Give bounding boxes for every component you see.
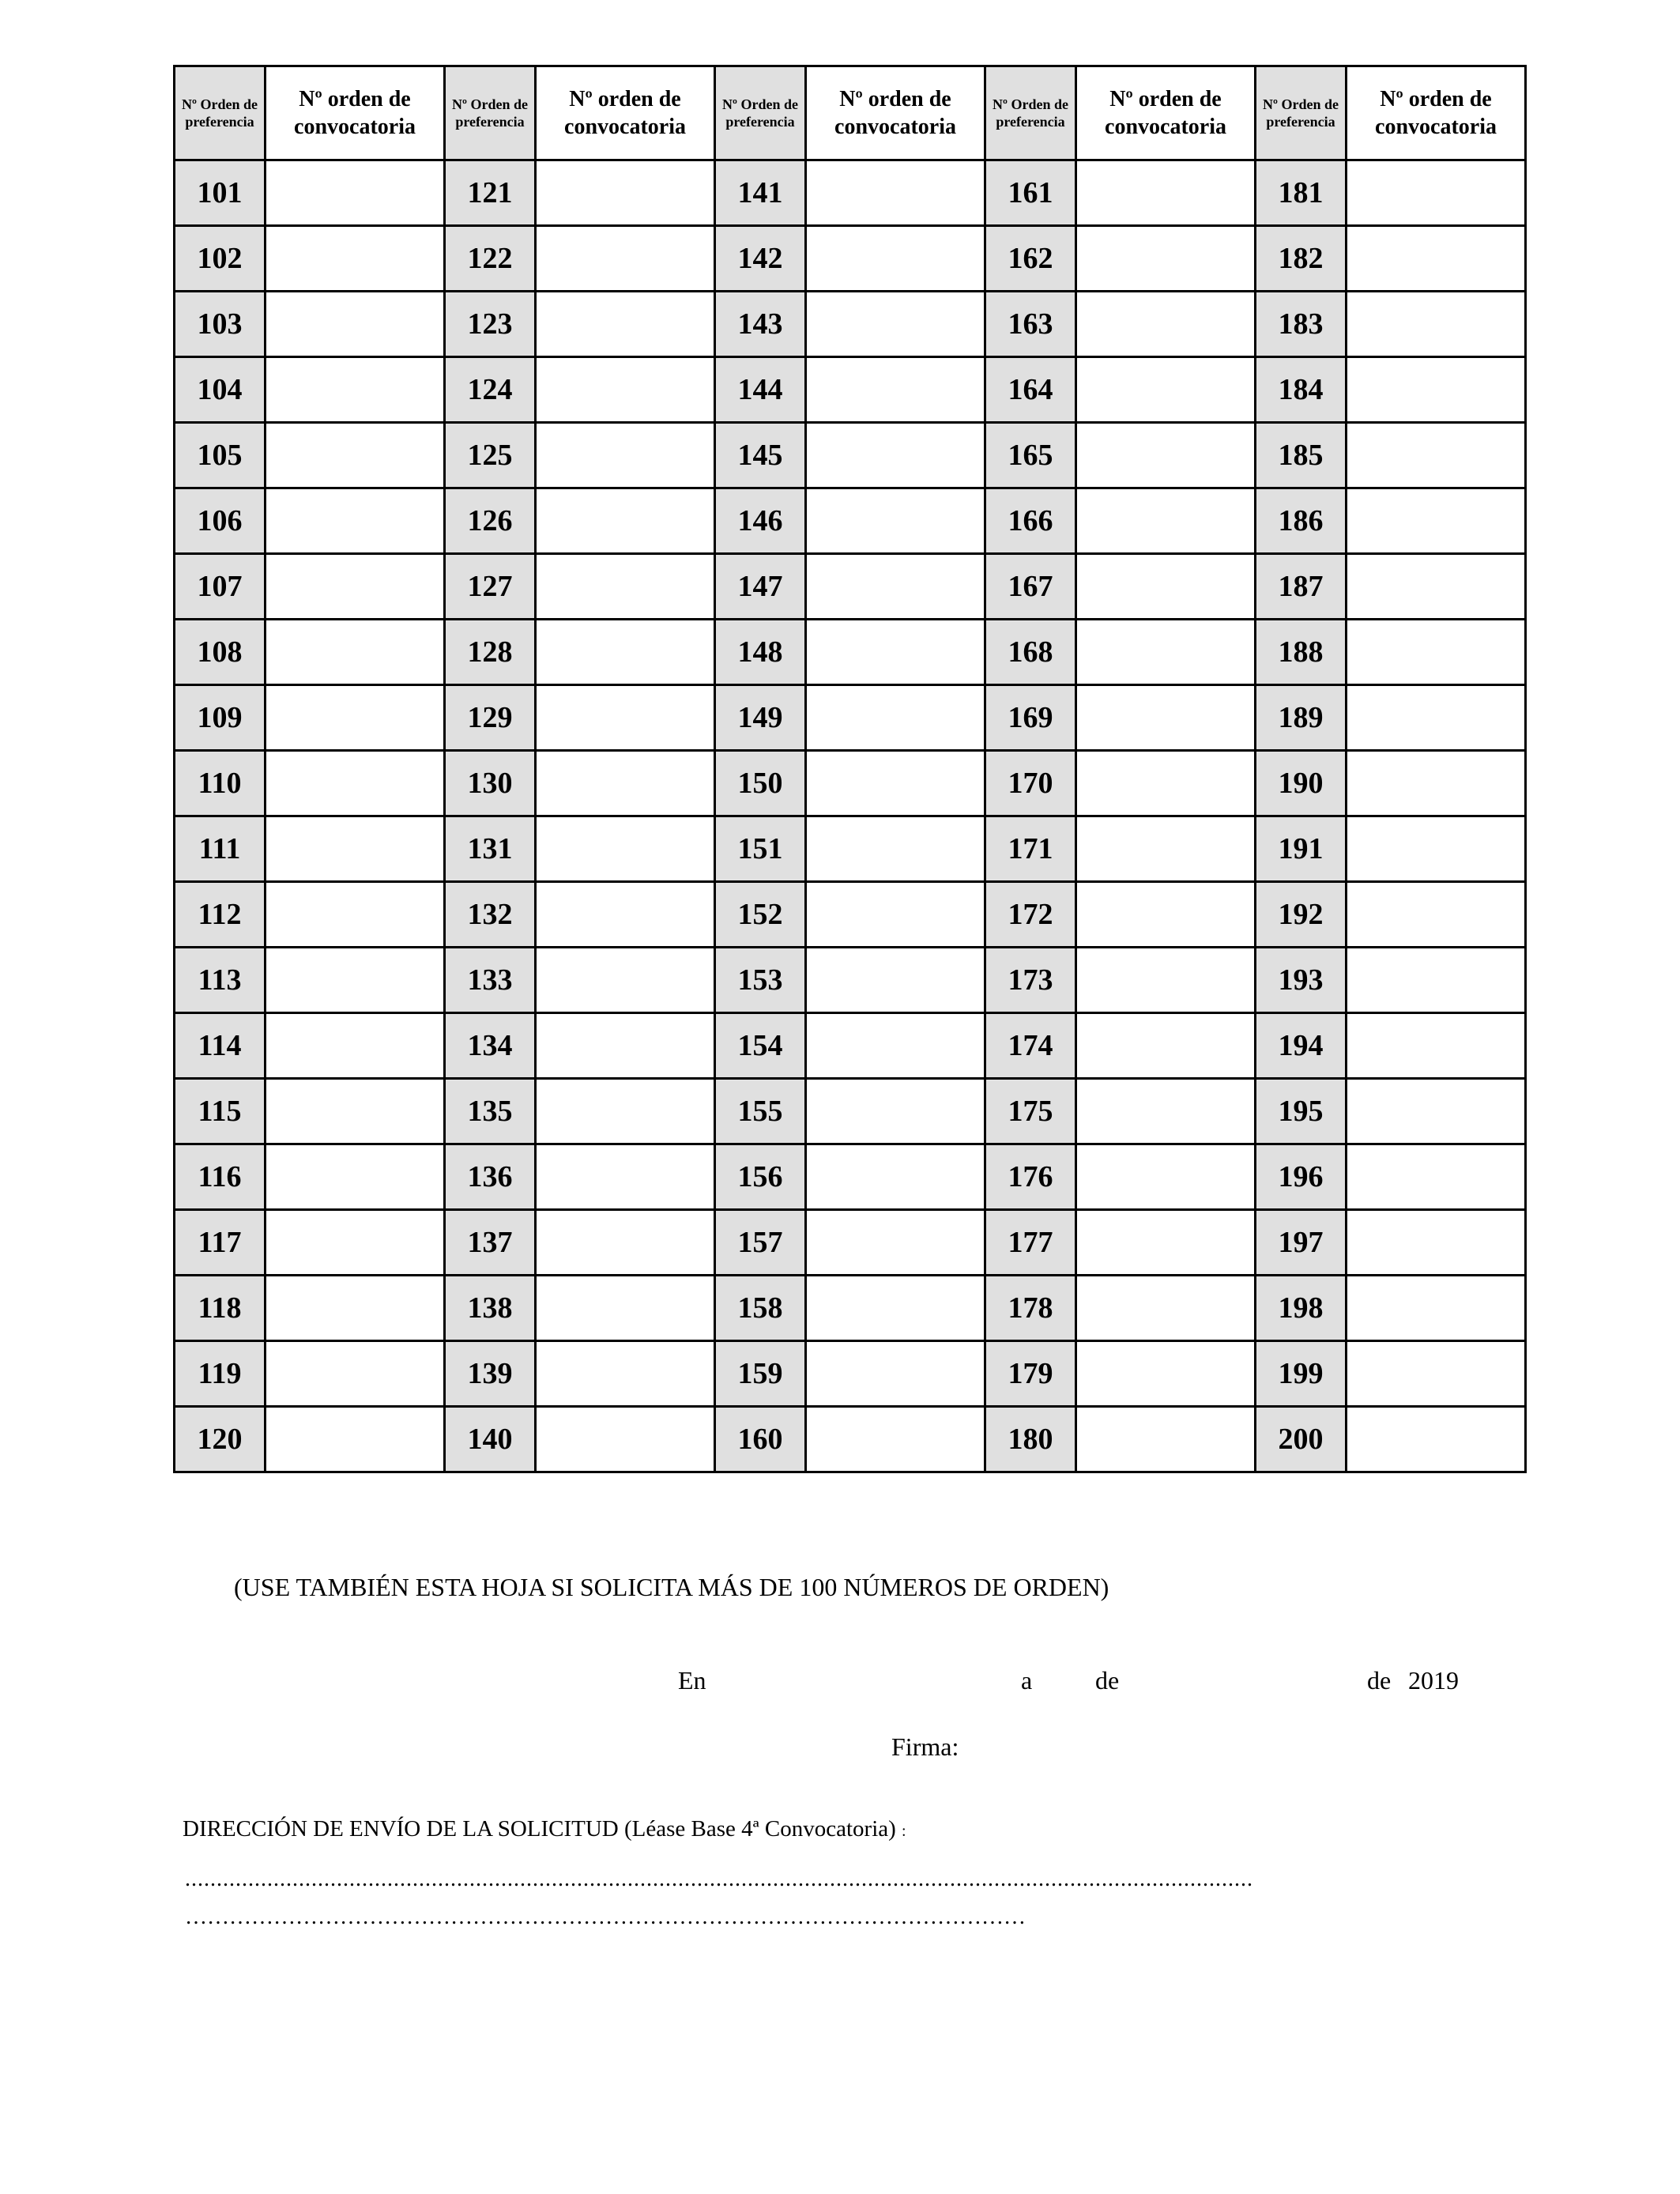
- preference-number-cell: 128: [445, 620, 536, 685]
- preference-number-cell: 118: [175, 1276, 266, 1341]
- date-a-label: a: [1021, 1666, 1033, 1695]
- preference-number-cell: 126: [445, 488, 536, 554]
- preference-number-cell: 111: [175, 816, 266, 882]
- preference-number-cell: 130: [445, 751, 536, 816]
- convocatoria-entry-cell[interactable]: [536, 554, 715, 620]
- convocatoria-entry-cell[interactable]: [1347, 488, 1526, 554]
- address-line-2: ……………………………………………………………………………………………………: [185, 1905, 1026, 1929]
- convocatoria-entry-cell[interactable]: [1347, 882, 1526, 948]
- header-preference-1: Nº Orden de preferencia: [175, 66, 266, 160]
- convocatoria-entry-cell[interactable]: [1076, 554, 1256, 620]
- convocatoria-entry-cell[interactable]: [1347, 948, 1526, 1013]
- table-row: [175, 882, 1526, 948]
- table-header-row: [175, 66, 1526, 160]
- preference-number-cell: 155: [715, 1079, 806, 1144]
- convocatoria-entry-cell[interactable]: [266, 1144, 445, 1210]
- preference-number-cell: 141: [715, 160, 806, 226]
- convocatoria-entry-cell[interactable]: [806, 1210, 985, 1276]
- convocatoria-entry-cell[interactable]: [1076, 160, 1256, 226]
- convocatoria-entry-cell[interactable]: [536, 292, 715, 357]
- convocatoria-entry-cell[interactable]: [806, 1079, 985, 1144]
- convocatoria-entry-cell[interactable]: [806, 226, 985, 292]
- preference-table: [173, 65, 1527, 1473]
- convocatoria-entry-cell[interactable]: [806, 1341, 985, 1407]
- table-row: [175, 685, 1526, 751]
- convocatoria-entry-cell[interactable]: [266, 1210, 445, 1276]
- convocatoria-entry-cell[interactable]: [266, 357, 445, 423]
- address-label-text: DIRECCIÓN DE ENVÍO DE LA SOLICITUD (Léase Base 4ª Convocatoria): [183, 1816, 896, 1842]
- convocatoria-entry-cell[interactable]: [1076, 1210, 1256, 1276]
- address-line-1: .........................................................................................................................................................................: [185, 1867, 1253, 1891]
- preference-number-cell: 190: [1256, 751, 1347, 816]
- convocatoria-entry-cell[interactable]: [806, 160, 985, 226]
- preference-number-cell: 177: [985, 1210, 1076, 1276]
- preference-number-cell: 183: [1256, 292, 1347, 357]
- preference-number-cell: 142: [715, 226, 806, 292]
- table-row: [175, 620, 1526, 685]
- preference-number-cell: 116: [175, 1144, 266, 1210]
- header-convocatoria-3: Nº orden de convocatoria: [806, 66, 985, 160]
- convocatoria-entry-cell[interactable]: [536, 948, 715, 1013]
- preference-number-cell: 151: [715, 816, 806, 882]
- preference-number-cell: 148: [715, 620, 806, 685]
- preference-number-cell: 176: [985, 1144, 1076, 1210]
- preference-number-cell: 127: [445, 554, 536, 620]
- header-convocatoria-1: Nº orden de convocatoria: [266, 66, 445, 160]
- convocatoria-entry-cell[interactable]: [266, 488, 445, 554]
- preference-number-cell: 147: [715, 554, 806, 620]
- convocatoria-entry-cell[interactable]: [1347, 1341, 1526, 1407]
- convocatoria-entry-cell[interactable]: [536, 226, 715, 292]
- preference-number-cell: 166: [985, 488, 1076, 554]
- convocatoria-entry-cell[interactable]: [266, 1341, 445, 1407]
- convocatoria-entry-cell[interactable]: [1076, 1341, 1256, 1407]
- preference-number-cell: 163: [985, 292, 1076, 357]
- convocatoria-entry-cell[interactable]: [536, 685, 715, 751]
- preference-number-cell: 150: [715, 751, 806, 816]
- convocatoria-entry-cell[interactable]: [1076, 292, 1256, 357]
- convocatoria-entry-cell[interactable]: [1076, 357, 1256, 423]
- table-row: [175, 816, 1526, 882]
- preference-number-cell: 105: [175, 423, 266, 488]
- preference-number-cell: 165: [985, 423, 1076, 488]
- convocatoria-entry-cell[interactable]: [266, 1079, 445, 1144]
- preference-number-cell: 179: [985, 1341, 1076, 1407]
- convocatoria-entry-cell[interactable]: [806, 488, 985, 554]
- preference-number-cell: 186: [1256, 488, 1347, 554]
- preference-number-cell: 106: [175, 488, 266, 554]
- convocatoria-entry-cell[interactable]: [266, 1013, 445, 1079]
- preference-number-cell: 173: [985, 948, 1076, 1013]
- convocatoria-entry-cell[interactable]: [1076, 685, 1256, 751]
- convocatoria-entry-cell[interactable]: [1076, 948, 1256, 1013]
- preference-number-cell: 168: [985, 620, 1076, 685]
- address-label-colon: :: [902, 1823, 906, 1840]
- preference-number-cell: 167: [985, 554, 1076, 620]
- convocatoria-entry-cell[interactable]: [806, 423, 985, 488]
- preference-number-cell: 193: [1256, 948, 1347, 1013]
- convocatoria-entry-cell[interactable]: [266, 554, 445, 620]
- preference-number-cell: 137: [445, 1210, 536, 1276]
- preference-number-cell: 152: [715, 882, 806, 948]
- preference-number-cell: 119: [175, 1341, 266, 1407]
- convocatoria-entry-cell[interactable]: [266, 816, 445, 882]
- convocatoria-entry-cell[interactable]: [1347, 292, 1526, 357]
- convocatoria-entry-cell[interactable]: [266, 226, 445, 292]
- convocatoria-entry-cell[interactable]: [536, 1144, 715, 1210]
- preference-number-cell: 109: [175, 685, 266, 751]
- convocatoria-entry-cell[interactable]: [806, 1144, 985, 1210]
- preference-number-cell: 135: [445, 1079, 536, 1144]
- preference-number-cell: 171: [985, 816, 1076, 882]
- preference-number-cell: 104: [175, 357, 266, 423]
- preference-number-cell: 123: [445, 292, 536, 357]
- convocatoria-entry-cell[interactable]: [1076, 1013, 1256, 1079]
- convocatoria-entry-cell[interactable]: [1076, 620, 1256, 685]
- preference-number-cell: 139: [445, 1341, 536, 1407]
- preference-number-cell: 125: [445, 423, 536, 488]
- table-row: [175, 554, 1526, 620]
- preference-number-cell: 198: [1256, 1276, 1347, 1341]
- preference-number-cell: 178: [985, 1276, 1076, 1341]
- preference-number-cell: 108: [175, 620, 266, 685]
- preference-number-cell: 161: [985, 160, 1076, 226]
- preference-number-cell: 200: [1256, 1407, 1347, 1472]
- convocatoria-entry-cell[interactable]: [1347, 554, 1526, 620]
- preference-number-cell: 115: [175, 1079, 266, 1144]
- date-de-label-1: de: [1095, 1666, 1120, 1695]
- date-year: 2019: [1408, 1666, 1459, 1695]
- table-row: [175, 1276, 1526, 1341]
- convocatoria-entry-cell[interactable]: [806, 1013, 985, 1079]
- convocatoria-entry-cell[interactable]: [1347, 226, 1526, 292]
- convocatoria-entry-cell[interactable]: [806, 1407, 985, 1472]
- preference-number-cell: 117: [175, 1210, 266, 1276]
- table-row: [175, 751, 1526, 816]
- preference-number-cell: 192: [1256, 882, 1347, 948]
- preference-number-cell: 110: [175, 751, 266, 816]
- convocatoria-entry-cell[interactable]: [1076, 1407, 1256, 1472]
- preference-number-cell: 153: [715, 948, 806, 1013]
- preference-number-cell: 145: [715, 423, 806, 488]
- convocatoria-entry-cell[interactable]: [1347, 1276, 1526, 1341]
- preference-number-cell: 196: [1256, 1144, 1347, 1210]
- preference-number-cell: 129: [445, 685, 536, 751]
- table-row: [175, 1407, 1526, 1472]
- convocatoria-entry-cell[interactable]: [1347, 423, 1526, 488]
- preference-number-cell: 103: [175, 292, 266, 357]
- convocatoria-entry-cell[interactable]: [806, 292, 985, 357]
- convocatoria-entry-cell[interactable]: [1347, 751, 1526, 816]
- header-preference-2: Nº Orden de preferencia: [445, 66, 536, 160]
- convocatoria-entry-cell[interactable]: [806, 1276, 985, 1341]
- convocatoria-entry-cell[interactable]: [806, 357, 985, 423]
- preference-number-cell: 195: [1256, 1079, 1347, 1144]
- preference-number-cell: 164: [985, 357, 1076, 423]
- convocatoria-entry-cell[interactable]: [266, 882, 445, 948]
- table-row: [175, 1144, 1526, 1210]
- table-row: [175, 423, 1526, 488]
- convocatoria-entry-cell[interactable]: [536, 620, 715, 685]
- date-de-label-2: de: [1367, 1666, 1392, 1695]
- table-row: [175, 488, 1526, 554]
- convocatoria-entry-cell[interactable]: [536, 357, 715, 423]
- preference-number-cell: 131: [445, 816, 536, 882]
- convocatoria-entry-cell[interactable]: [1347, 1013, 1526, 1079]
- preference-number-cell: 160: [715, 1407, 806, 1472]
- convocatoria-entry-cell[interactable]: [266, 751, 445, 816]
- header-preference-5: Nº Orden de preferencia: [1256, 66, 1347, 160]
- convocatoria-entry-cell[interactable]: [1076, 1276, 1256, 1341]
- preference-number-cell: 194: [1256, 1013, 1347, 1079]
- table-row: [175, 1341, 1526, 1407]
- table-row: [175, 292, 1526, 357]
- preference-number-cell: 138: [445, 1276, 536, 1341]
- convocatoria-entry-cell[interactable]: [806, 685, 985, 751]
- preference-number-cell: 189: [1256, 685, 1347, 751]
- convocatoria-entry-cell[interactable]: [1076, 1144, 1256, 1210]
- preference-number-cell: 188: [1256, 620, 1347, 685]
- preference-number-cell: 157: [715, 1210, 806, 1276]
- preference-number-cell: 191: [1256, 816, 1347, 882]
- convocatoria-entry-cell[interactable]: [1347, 816, 1526, 882]
- preference-number-cell: 156: [715, 1144, 806, 1210]
- convocatoria-entry-cell[interactable]: [806, 620, 985, 685]
- convocatoria-entry-cell[interactable]: [1347, 357, 1526, 423]
- preference-number-cell: 132: [445, 882, 536, 948]
- preference-number-cell: 154: [715, 1013, 806, 1079]
- convocatoria-entry-cell[interactable]: [806, 948, 985, 1013]
- table-row: [175, 357, 1526, 423]
- header-preference-3: Nº Orden de preferencia: [715, 66, 806, 160]
- convocatoria-entry-cell[interactable]: [536, 1013, 715, 1079]
- preference-number-cell: 181: [1256, 160, 1347, 226]
- preference-number-cell: 120: [175, 1407, 266, 1472]
- preference-number-cell: 187: [1256, 554, 1347, 620]
- table-row: [175, 226, 1526, 292]
- convocatoria-entry-cell[interactable]: [536, 1079, 715, 1144]
- convocatoria-entry-cell[interactable]: [536, 882, 715, 948]
- convocatoria-entry-cell[interactable]: [1076, 1079, 1256, 1144]
- address-label: [183, 1816, 906, 1842]
- convocatoria-entry-cell[interactable]: [806, 554, 985, 620]
- preference-number-cell: 102: [175, 226, 266, 292]
- preference-number-cell: 133: [445, 948, 536, 1013]
- preference-number-cell: 197: [1256, 1210, 1347, 1276]
- header-convocatoria-5: Nº orden de convocatoria: [1347, 66, 1526, 160]
- header-convocatoria-4: Nº orden de convocatoria: [1076, 66, 1256, 160]
- preference-number-cell: 175: [985, 1079, 1076, 1144]
- convocatoria-entry-cell[interactable]: [266, 1407, 445, 1472]
- preference-number-cell: 136: [445, 1144, 536, 1210]
- preference-number-cell: 143: [715, 292, 806, 357]
- convocatoria-entry-cell[interactable]: [1347, 685, 1526, 751]
- table-row: [175, 1079, 1526, 1144]
- convocatoria-entry-cell[interactable]: [1347, 1407, 1526, 1472]
- preference-number-cell: 146: [715, 488, 806, 554]
- convocatoria-entry-cell[interactable]: [806, 751, 985, 816]
- convocatoria-entry-cell[interactable]: [1076, 488, 1256, 554]
- preference-number-cell: 185: [1256, 423, 1347, 488]
- convocatoria-entry-cell[interactable]: [1076, 816, 1256, 882]
- convocatoria-entry-cell[interactable]: [536, 1210, 715, 1276]
- convocatoria-entry-cell[interactable]: [266, 292, 445, 357]
- convocatoria-entry-cell[interactable]: [536, 1276, 715, 1341]
- convocatoria-entry-cell[interactable]: [1076, 423, 1256, 488]
- convocatoria-entry-cell[interactable]: [536, 423, 715, 488]
- convocatoria-entry-cell[interactable]: [536, 816, 715, 882]
- table-body: [175, 160, 1526, 1472]
- preference-number-cell: 170: [985, 751, 1076, 816]
- convocatoria-entry-cell[interactable]: [1347, 1079, 1526, 1144]
- table-row: [175, 1210, 1526, 1276]
- preference-number-cell: 172: [985, 882, 1076, 948]
- convocatoria-entry-cell[interactable]: [266, 620, 445, 685]
- convocatoria-entry-cell[interactable]: [536, 751, 715, 816]
- table-row: [175, 948, 1526, 1013]
- table-row: [175, 160, 1526, 226]
- preference-number-cell: 182: [1256, 226, 1347, 292]
- convocatoria-entry-cell[interactable]: [1076, 882, 1256, 948]
- preference-number-cell: 159: [715, 1341, 806, 1407]
- convocatoria-entry-cell[interactable]: [1347, 160, 1526, 226]
- convocatoria-entry-cell[interactable]: [266, 160, 445, 226]
- preference-number-cell: 199: [1256, 1341, 1347, 1407]
- signature-label: Firma:: [891, 1732, 959, 1761]
- convocatoria-entry-cell[interactable]: [536, 488, 715, 554]
- preference-number-cell: 144: [715, 357, 806, 423]
- preference-number-cell: 174: [985, 1013, 1076, 1079]
- convocatoria-entry-cell[interactable]: [536, 1341, 715, 1407]
- convocatoria-entry-cell[interactable]: [266, 685, 445, 751]
- convocatoria-entry-cell[interactable]: [1347, 620, 1526, 685]
- preference-number-cell: 101: [175, 160, 266, 226]
- preference-number-cell: 114: [175, 1013, 266, 1079]
- convocatoria-entry-cell[interactable]: [1347, 1144, 1526, 1210]
- convocatoria-entry-cell[interactable]: [806, 816, 985, 882]
- convocatoria-entry-cell[interactable]: [266, 423, 445, 488]
- preference-number-cell: 107: [175, 554, 266, 620]
- preference-number-cell: 169: [985, 685, 1076, 751]
- preference-number-cell: 149: [715, 685, 806, 751]
- preference-number-cell: 121: [445, 160, 536, 226]
- header-preference-4: Nº Orden de preferencia: [985, 66, 1076, 160]
- date-en-label: En: [678, 1666, 706, 1695]
- note-text: (USE TAMBIÉN ESTA HOJA SI SOLICITA MÁS DE 100 NÚMEROS DE ORDEN): [234, 1573, 1109, 1601]
- preference-number-cell: 140: [445, 1407, 536, 1472]
- preference-number-cell: 162: [985, 226, 1076, 292]
- preference-number-cell: 134: [445, 1013, 536, 1079]
- preference-number-cell: 124: [445, 357, 536, 423]
- convocatoria-entry-cell[interactable]: [1076, 226, 1256, 292]
- convocatoria-entry-cell[interactable]: [536, 1407, 715, 1472]
- table-row: [175, 1013, 1526, 1079]
- preference-number-cell: 122: [445, 226, 536, 292]
- preference-number-cell: 184: [1256, 357, 1347, 423]
- preference-number-cell: 113: [175, 948, 266, 1013]
- convocatoria-entry-cell[interactable]: [1347, 1210, 1526, 1276]
- preference-number-cell: 180: [985, 1407, 1076, 1472]
- header-convocatoria-2: Nº orden de convocatoria: [536, 66, 715, 160]
- convocatoria-entry-cell[interactable]: [266, 948, 445, 1013]
- convocatoria-entry-cell[interactable]: [266, 1276, 445, 1341]
- preference-number-cell: 158: [715, 1276, 806, 1341]
- convocatoria-entry-cell[interactable]: [1076, 751, 1256, 816]
- preference-number-cell: 112: [175, 882, 266, 948]
- convocatoria-entry-cell[interactable]: [806, 882, 985, 948]
- convocatoria-entry-cell[interactable]: [536, 160, 715, 226]
